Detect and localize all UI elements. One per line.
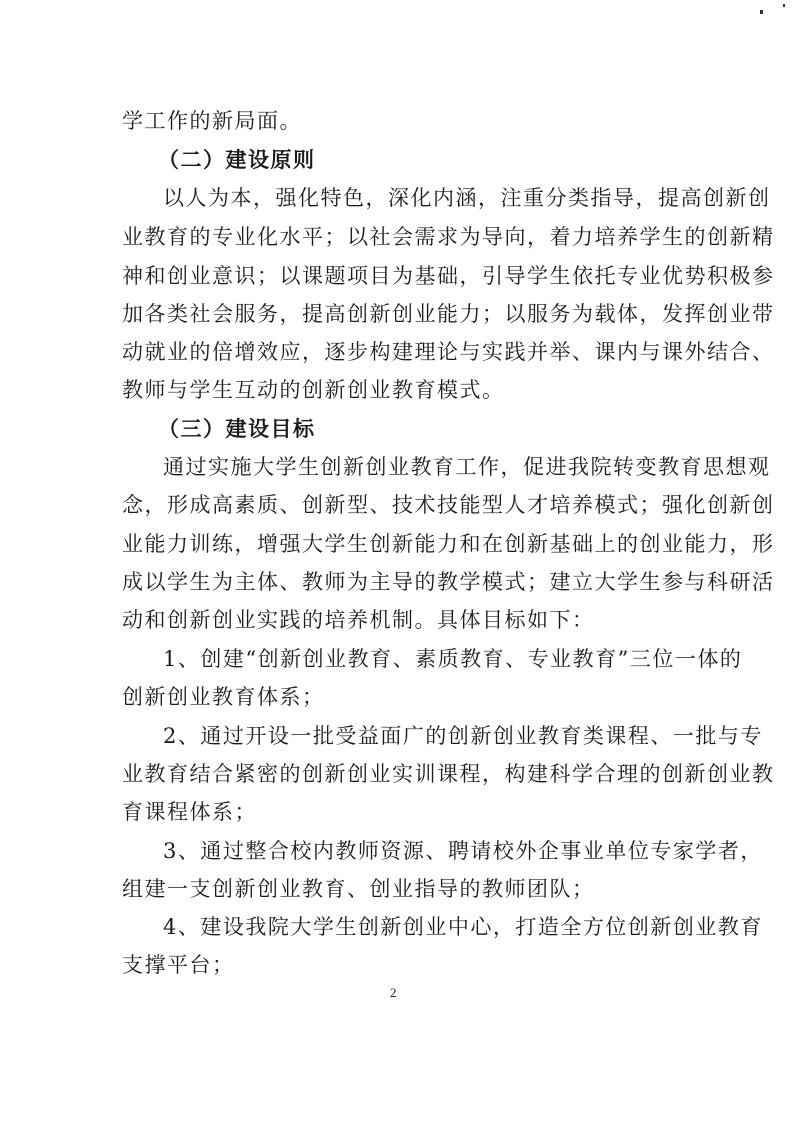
text-line: 创新创业教育体系； (122, 685, 325, 709)
text-line: 教师与学生互动的创新创业教育模式。 (122, 378, 505, 402)
section-heading-goals: （三）建设目标 (158, 416, 316, 441)
text-line: 动就业的倍增效应，逐步构建理论与实践并举、课内与课外结合、 (122, 340, 775, 364)
text-line: 神和创业意识；以课题项目为基础，引导学生依托专业优势积极参 (122, 264, 775, 288)
text-line: 动和创新创业实践的培养机制。具体目标如下： (122, 608, 595, 632)
text-line: 念，形成高素质、创新型、技术技能型人才培养模式；强化创新创 (122, 493, 775, 517)
text-line: 成以学生为主体、教师为主导的教学模式；建立大学生参与科研活 (122, 570, 775, 594)
text-line: 组建一支创新创业教育、创业指导的教师团队； (122, 877, 595, 901)
text-line: 业能力训练，增强大学生创新能力和在创新基础上的创业能力，形 (122, 532, 775, 556)
text-line: 业教育的专业化水平；以社会需求为导向，着力培养学生的创新精 (122, 225, 775, 249)
text-line: 学工作的新局面。 (122, 109, 302, 133)
list-item-3: 3、通过整合校内教师资源、聘请校外企事业单位专家学者， (163, 839, 763, 863)
text-line: 通过实施大学生创新创业教育工作，促进我院转变教育思想观 (163, 455, 771, 479)
text-line: 支撑平台； (122, 953, 235, 977)
page-number: 2 (390, 985, 397, 1000)
list-item-4: 4、建设我院大学生创新创业中心，打造全方位创新创业教育 (163, 915, 763, 939)
scan-speck (783, 4, 785, 7)
section-heading-principles: （二）建设原则 (158, 147, 316, 172)
list-item-2: 2、通过开设一批受益面广的创新创业教育类课程、一批与专 (163, 724, 763, 748)
text-line: 加各类社会服务，提高创新创业能力；以服务为载体，发挥创业带 (122, 302, 775, 326)
scan-speck (760, 10, 763, 14)
text-line: 育课程体系； (122, 800, 257, 824)
list-item-1: 1、创建“创新创业教育、素质教育、专业教育”三位一体的 (163, 647, 743, 671)
text-line: 业教育结合紧密的创新创业实训课程，构建科学合理的创新创业教 (122, 762, 775, 786)
text-line: 以人为本，强化特色，深化内涵，注重分类指导，提高创新创 (163, 186, 771, 210)
